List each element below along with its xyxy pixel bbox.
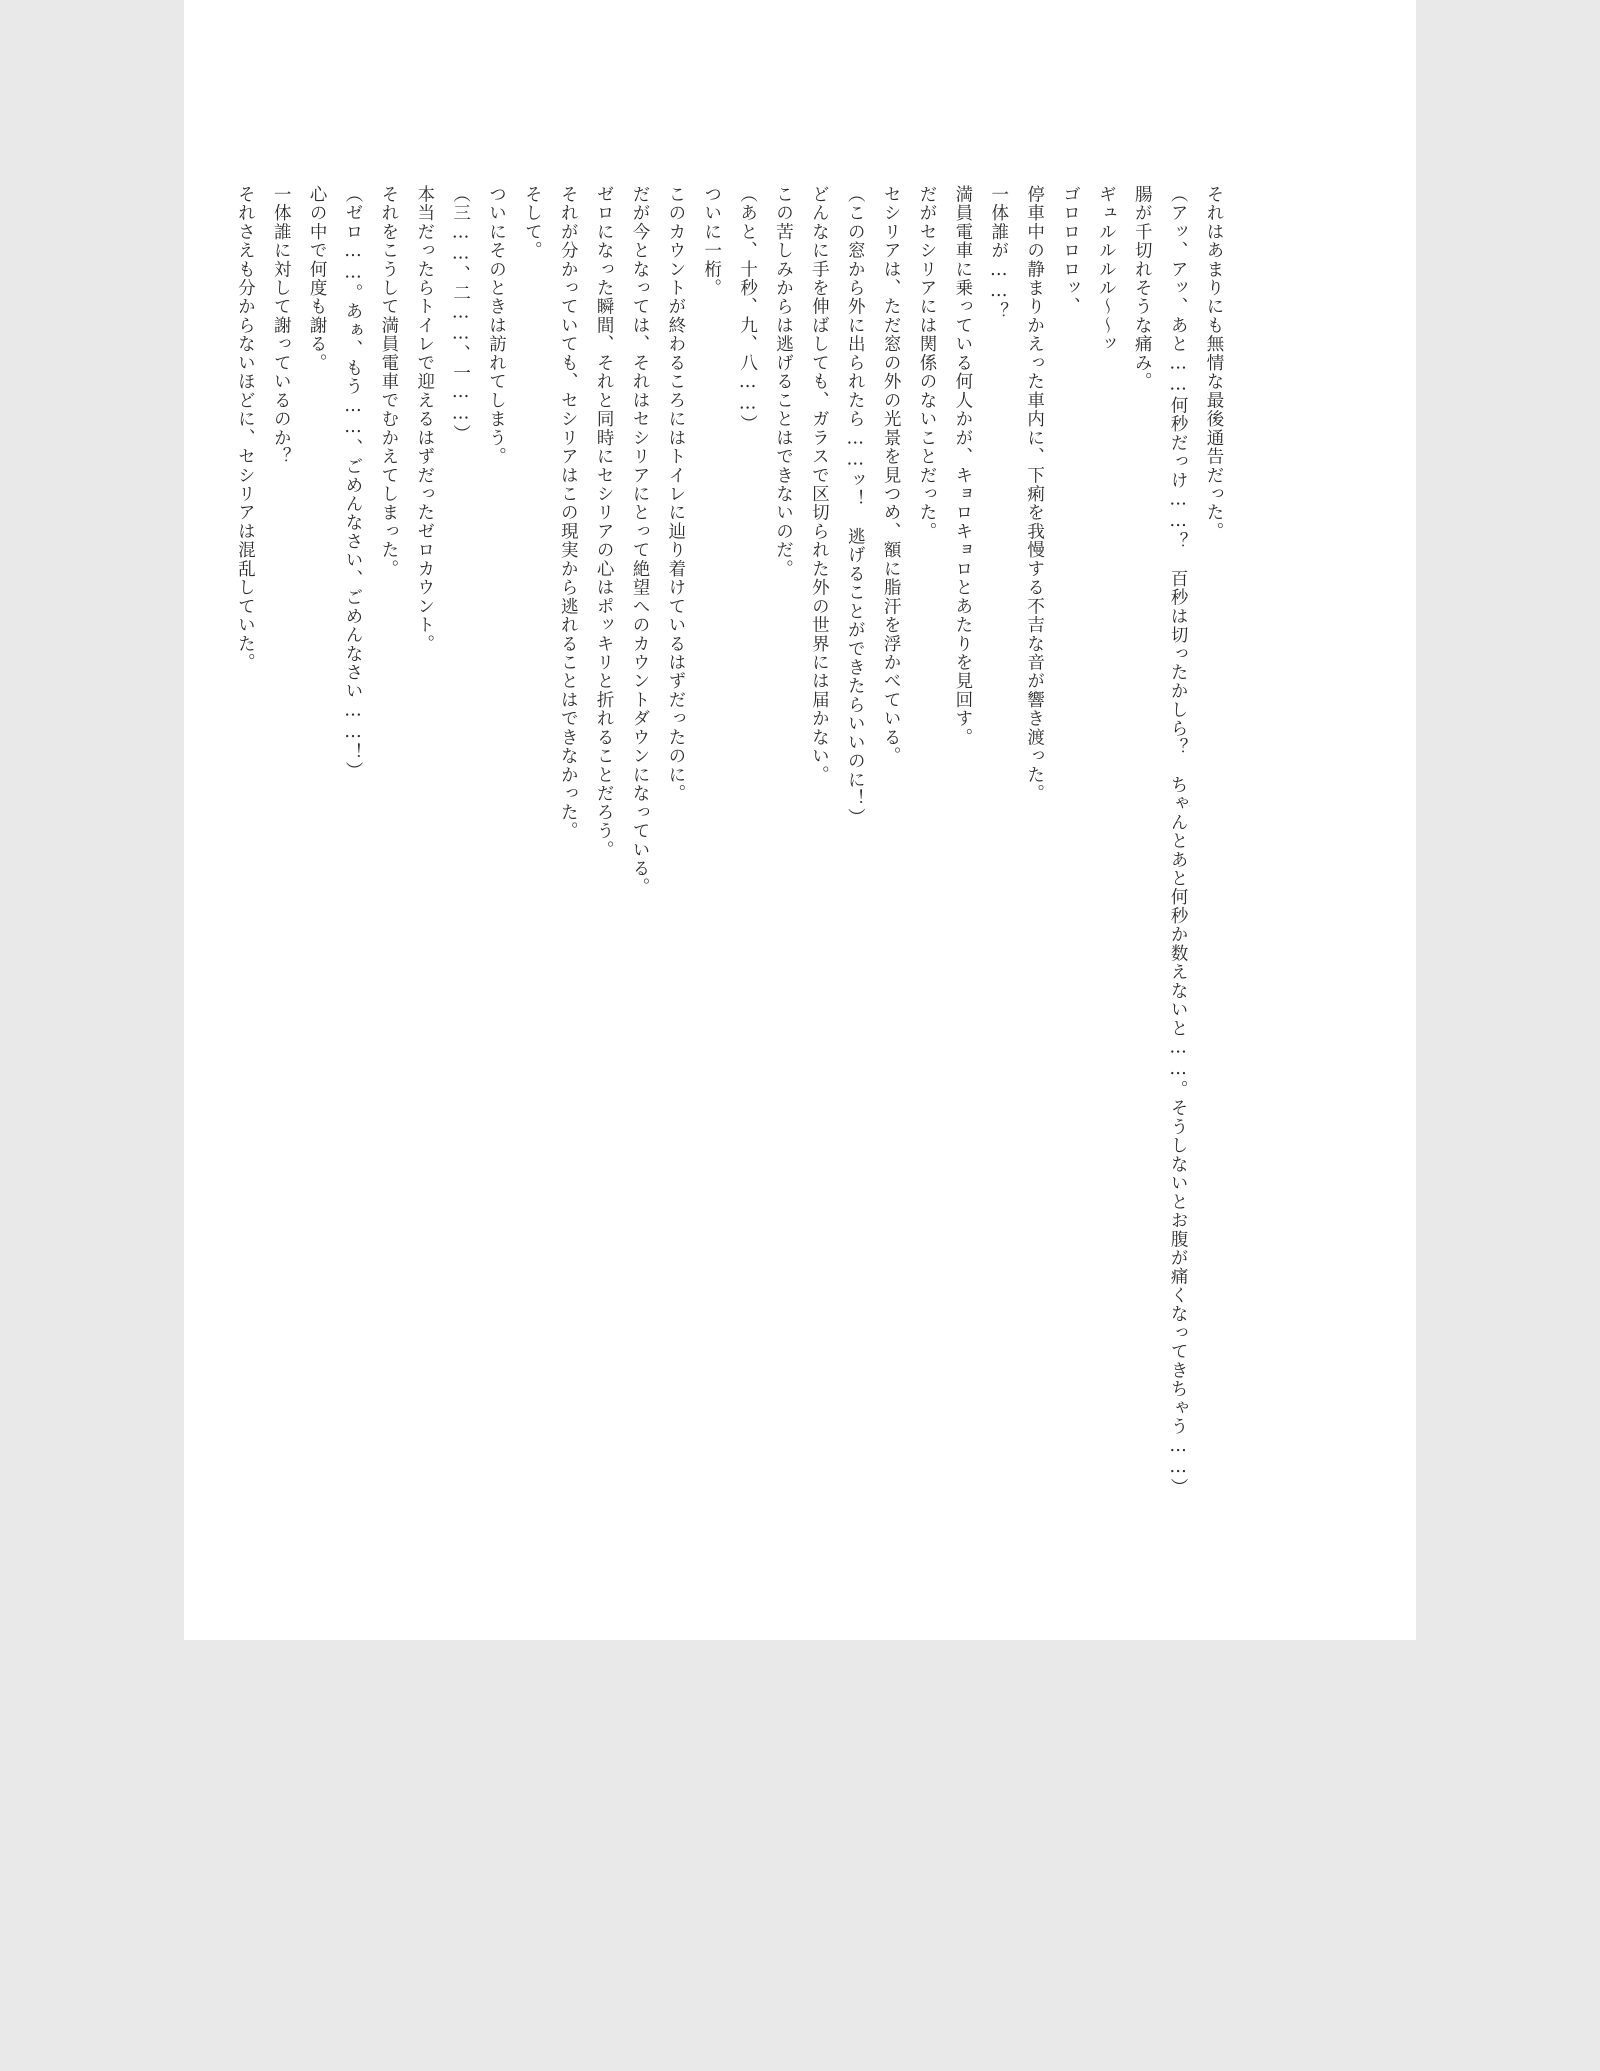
paragraph: それさえも分からないほどに、セシリアは混乱していた。 (235, 185, 256, 672)
paragraph: 一体誰が……？ (988, 185, 1009, 322)
paragraph: ゴロロロロッ、 (1060, 185, 1081, 317)
paragraph: そして。 (522, 185, 543, 260)
paragraph: 心の中で何度も謝る。 (307, 185, 328, 373)
paragraph: それが分かっていても、セシリアはこの現実から逃れることはできなかった。 (558, 185, 579, 841)
paragraph: （ゼロ……。あぁ、もう……、ごめんなさい、ごめんなさい……！） (343, 185, 363, 781)
paragraph: だが今となっては、それはセシリアにとって絶望へのカウントダウンになっている。 (630, 185, 650, 897)
paragraph: （アッ、アッ、あと……何秒だっけ……？ 百秒は切ったかしら？ ちゃんとあと何秒か数えないと……。そうしないとお腹が痛くなってきちゃう……） (1168, 185, 1189, 1498)
paragraph: セシリアは、ただ窓の外の光景を見つめ、額に脂汗を浮かべている。 (881, 185, 902, 766)
paragraph: 腸が千切れそうな痛み。 (1132, 185, 1153, 391)
paragraph: （三……、二……、一……） (450, 185, 471, 444)
paragraph: 満員電車に乗っている何人かが、キョロキョロとあたりを見回す。 (952, 185, 973, 747)
paragraph: だがセシリアには関係のないことだった。 (917, 185, 937, 541)
paragraph: どんなに手を伸ばしても、ガラスで区切られた外の世界には届かない。 (809, 185, 830, 785)
paragraph: それはあまりにも無情な最後通告だった。 (1204, 185, 1224, 541)
paragraph: 停車中の静まりかえった車内に、下痢を我慢する不吉な音が響き渡った。 (1024, 185, 1045, 803)
paragraph: ついにそのときは訪れてしまう。 (486, 185, 507, 466)
page-body-text (235, 185, 1231, 1520)
paragraph: 一体誰に対して謝っているのか？ (271, 185, 292, 466)
paragraph: （この窓から外に出られたら……ッ！ 逃げることができたらいいのに！） (845, 185, 866, 827)
paragraph: このカウントが終わるころにはトイレに辿り着けているはずだったのに。 (665, 185, 686, 803)
document-page (184, 0, 1416, 1640)
paragraph: ついに一桁。 (701, 185, 722, 298)
paragraph: 本当だったらトイレで迎えるはずだったゼロカウント。 (414, 185, 435, 654)
paragraph: ギュルルルル～～ッ (1096, 185, 1117, 354)
paragraph: それをこうして満員電車でむかえてしまった。 (378, 185, 399, 579)
paragraph: （あと、十秒、九、八……） (737, 185, 758, 434)
paragraph: この苦しみからは逃げることはできないのだ。 (773, 185, 794, 579)
paragraph: ゼロになった瞬間、それと同時にセシリアの心はポッキリと折れることだろう。 (594, 185, 615, 860)
